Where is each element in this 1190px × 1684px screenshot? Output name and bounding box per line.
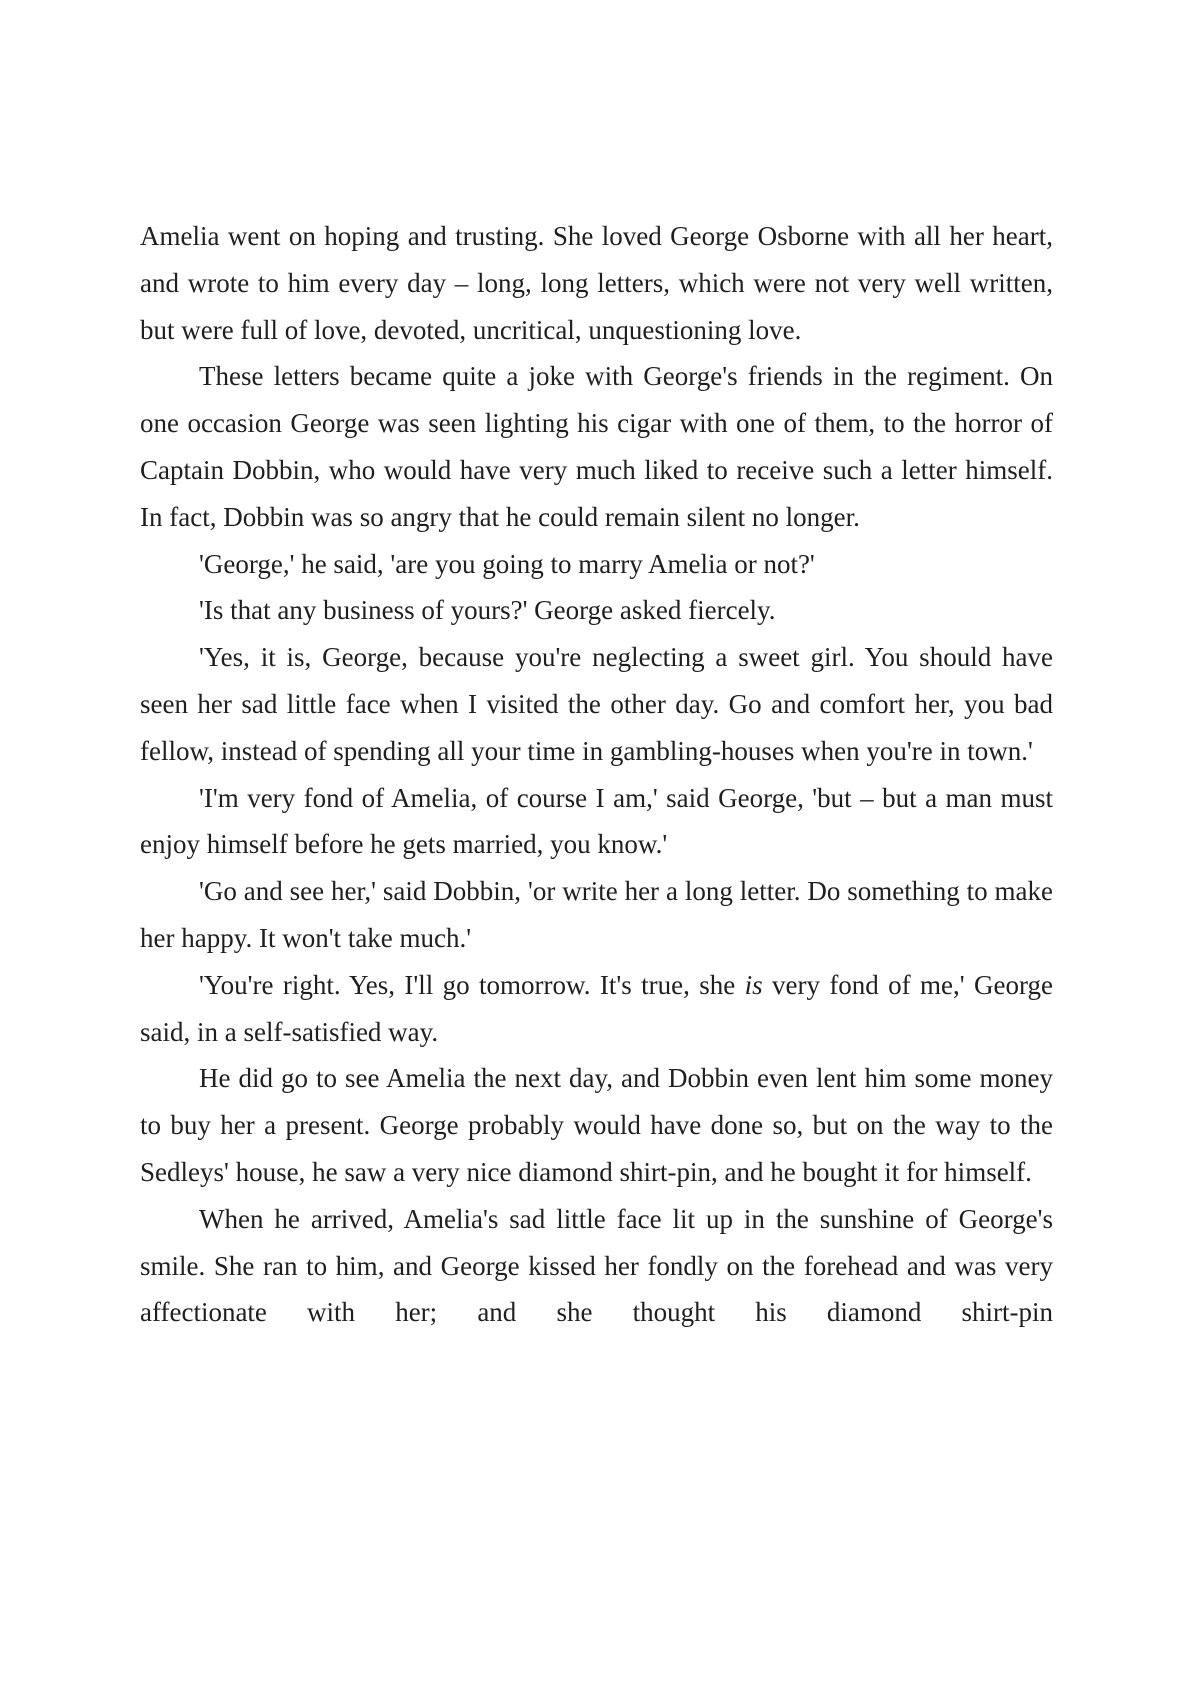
paragraph bbox=[140, 962, 1053, 1056]
paragraph: When he arrived, Amelia's sad little face lit up in the sunshine of George's smile. She ran to him, and George kissed her fondly on the forehead and was very affectionate with her; and she thought his diamond shirt-pin bbox=[140, 1203, 1053, 1328]
paragraph: He did go to see Amelia the next day, and Dobbin even lent him some money to buy her a present. George probably would have done so, but on the way to the Sedleys' house, he saw a very nice diamond shirt-pin, and he bought it for himself. bbox=[140, 1063, 1053, 1187]
paragraph-text: 'You're right. Yes, I'll go tomorrow. It's true, she bbox=[199, 969, 745, 1000]
paragraph: 'I'm very fond of Amelia, of course I am,' said George, 'but – but a man must enjoy himself before he gets married, you know.' bbox=[140, 782, 1053, 860]
paragraph: 'Is that any business of yours?' George asked fiercely. bbox=[199, 595, 776, 626]
paragraph: 'Yes, it is, George, because you're neglecting a sweet girl. You should have seen her sad little face when I visited the other day. Go and comfort her, you bad fellow, instead of spending all your time in gambling-houses when you're in town.' bbox=[140, 642, 1053, 766]
paragraph: 'Go and see her,' said Dobbin, 'or write her a long letter. Do something to make her happy. It won't take much.' bbox=[140, 876, 1053, 953]
emphasized-word: is bbox=[744, 969, 763, 1000]
paragraph: Amelia went on hoping and trusting. She loved George Osborne with all her heart, and wrote to him every day – long, long letters, which were not very well written, but were full of love, devoted, uncritical, unquestioning love. bbox=[140, 221, 1053, 345]
paragraph: 'George,' he said, 'are you going to marry Amelia or not?' bbox=[199, 548, 815, 579]
page-body bbox=[140, 213, 1053, 1336]
paragraph-text: very fond of me,' George said, in a self-satisfied way. bbox=[140, 969, 1053, 1047]
paragraph: These letters became quite a joke with George's friends in the regiment. On one occasion George was seen lighting his cigar with one of them, to the horror of Captain Dobbin, who would have very much liked to receive such a letter himself. In fact, Dobbin was so angry that he could remain silent no longer. bbox=[140, 361, 1053, 532]
